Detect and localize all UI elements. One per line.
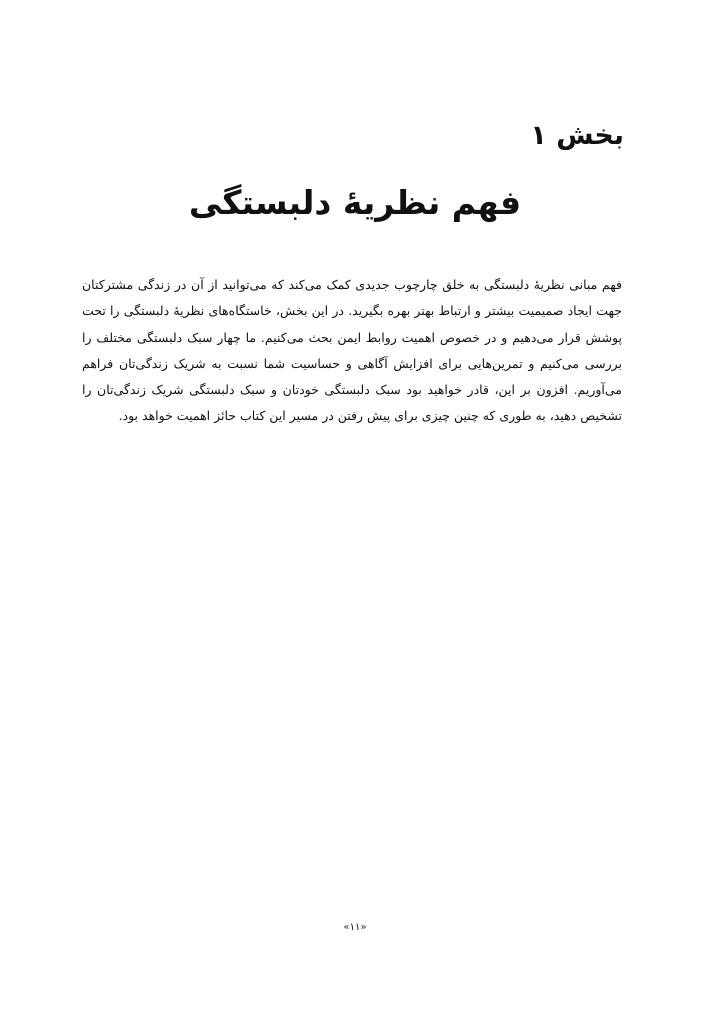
body-paragraph: فهم مبانی نظریهٔ دلبستگی به خلق چارچوب جدیدی کمک می‌کند که می‌توانید از آن در زندگی مشترکتان جهت ایجاد صمیمیت بیشتر و ارتباط بهتر بهره بگیرید. در این بخش، خاستگاه‌های نظریهٔ دلبستگی را تحت پوشش قرار می‌دهیم و در خصوص اهمیت روابط ایمن بحث می‌کنیم. ما چهار سبک دلبستگی مختلف را بررسی می‌کنیم و تمرین‌هایی برای افزایش آگاهی و حساسیت شما نسبت به شریک زندگی‌تان فراهم می‌آوریم. افزون بر این، قادر خواهید بود سبک دلبستگی خودتان و سبک دلبستگی شریک زندگی‌تان را تشخیص دهید، به طوری که چنین چیزی برای پیش رفتن در مسیر این کتاب حائز اهمیت خواهد بود. xyxy=(82,277,622,424)
part-label: بخش ۱ xyxy=(530,120,624,151)
page-number: «۱۱» xyxy=(343,922,367,933)
chapter-title: فهم نظریهٔ دلبستگی xyxy=(188,183,522,222)
